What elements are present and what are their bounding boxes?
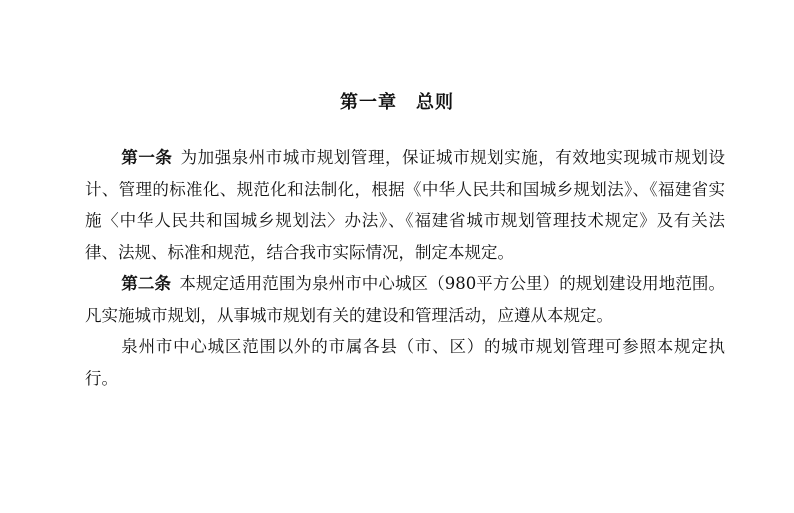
article-2	[85, 268, 725, 331]
article-2-paragraph-2-text: 泉州市中心城区范围以外的市属各县（市、区）的城市规划管理可参照本规定执行。	[85, 337, 725, 388]
article-1	[85, 142, 725, 268]
article-2-label: 第二条	[121, 274, 172, 293]
article-1-label: 第一条	[121, 148, 173, 167]
document-body	[85, 142, 725, 394]
article-1-text: 为加强泉州市城市规划管理，保证城市规划实施，有效地实现城市规划设计、管理的标准化、规范化和法制化，根据《中华人民共和国城乡规划法》、《福建省实施〈中华人民共和国城乡规划法〉办法》、《福建省城市规划管理技术规定》及有关法律、法规、标准和规范，结合我市实际情况，制定本规定。	[85, 148, 726, 262]
article-2-text: 本规定适用范围为泉州市中心城区（980平方公里）的规划建设用地范围。凡实施城市规划，从事城市规划有关的建设和管理活动，应遵从本规定。	[85, 274, 725, 325]
chapter-title: 第一章 总则	[340, 92, 454, 113]
article-2-paragraph-2	[85, 331, 725, 394]
